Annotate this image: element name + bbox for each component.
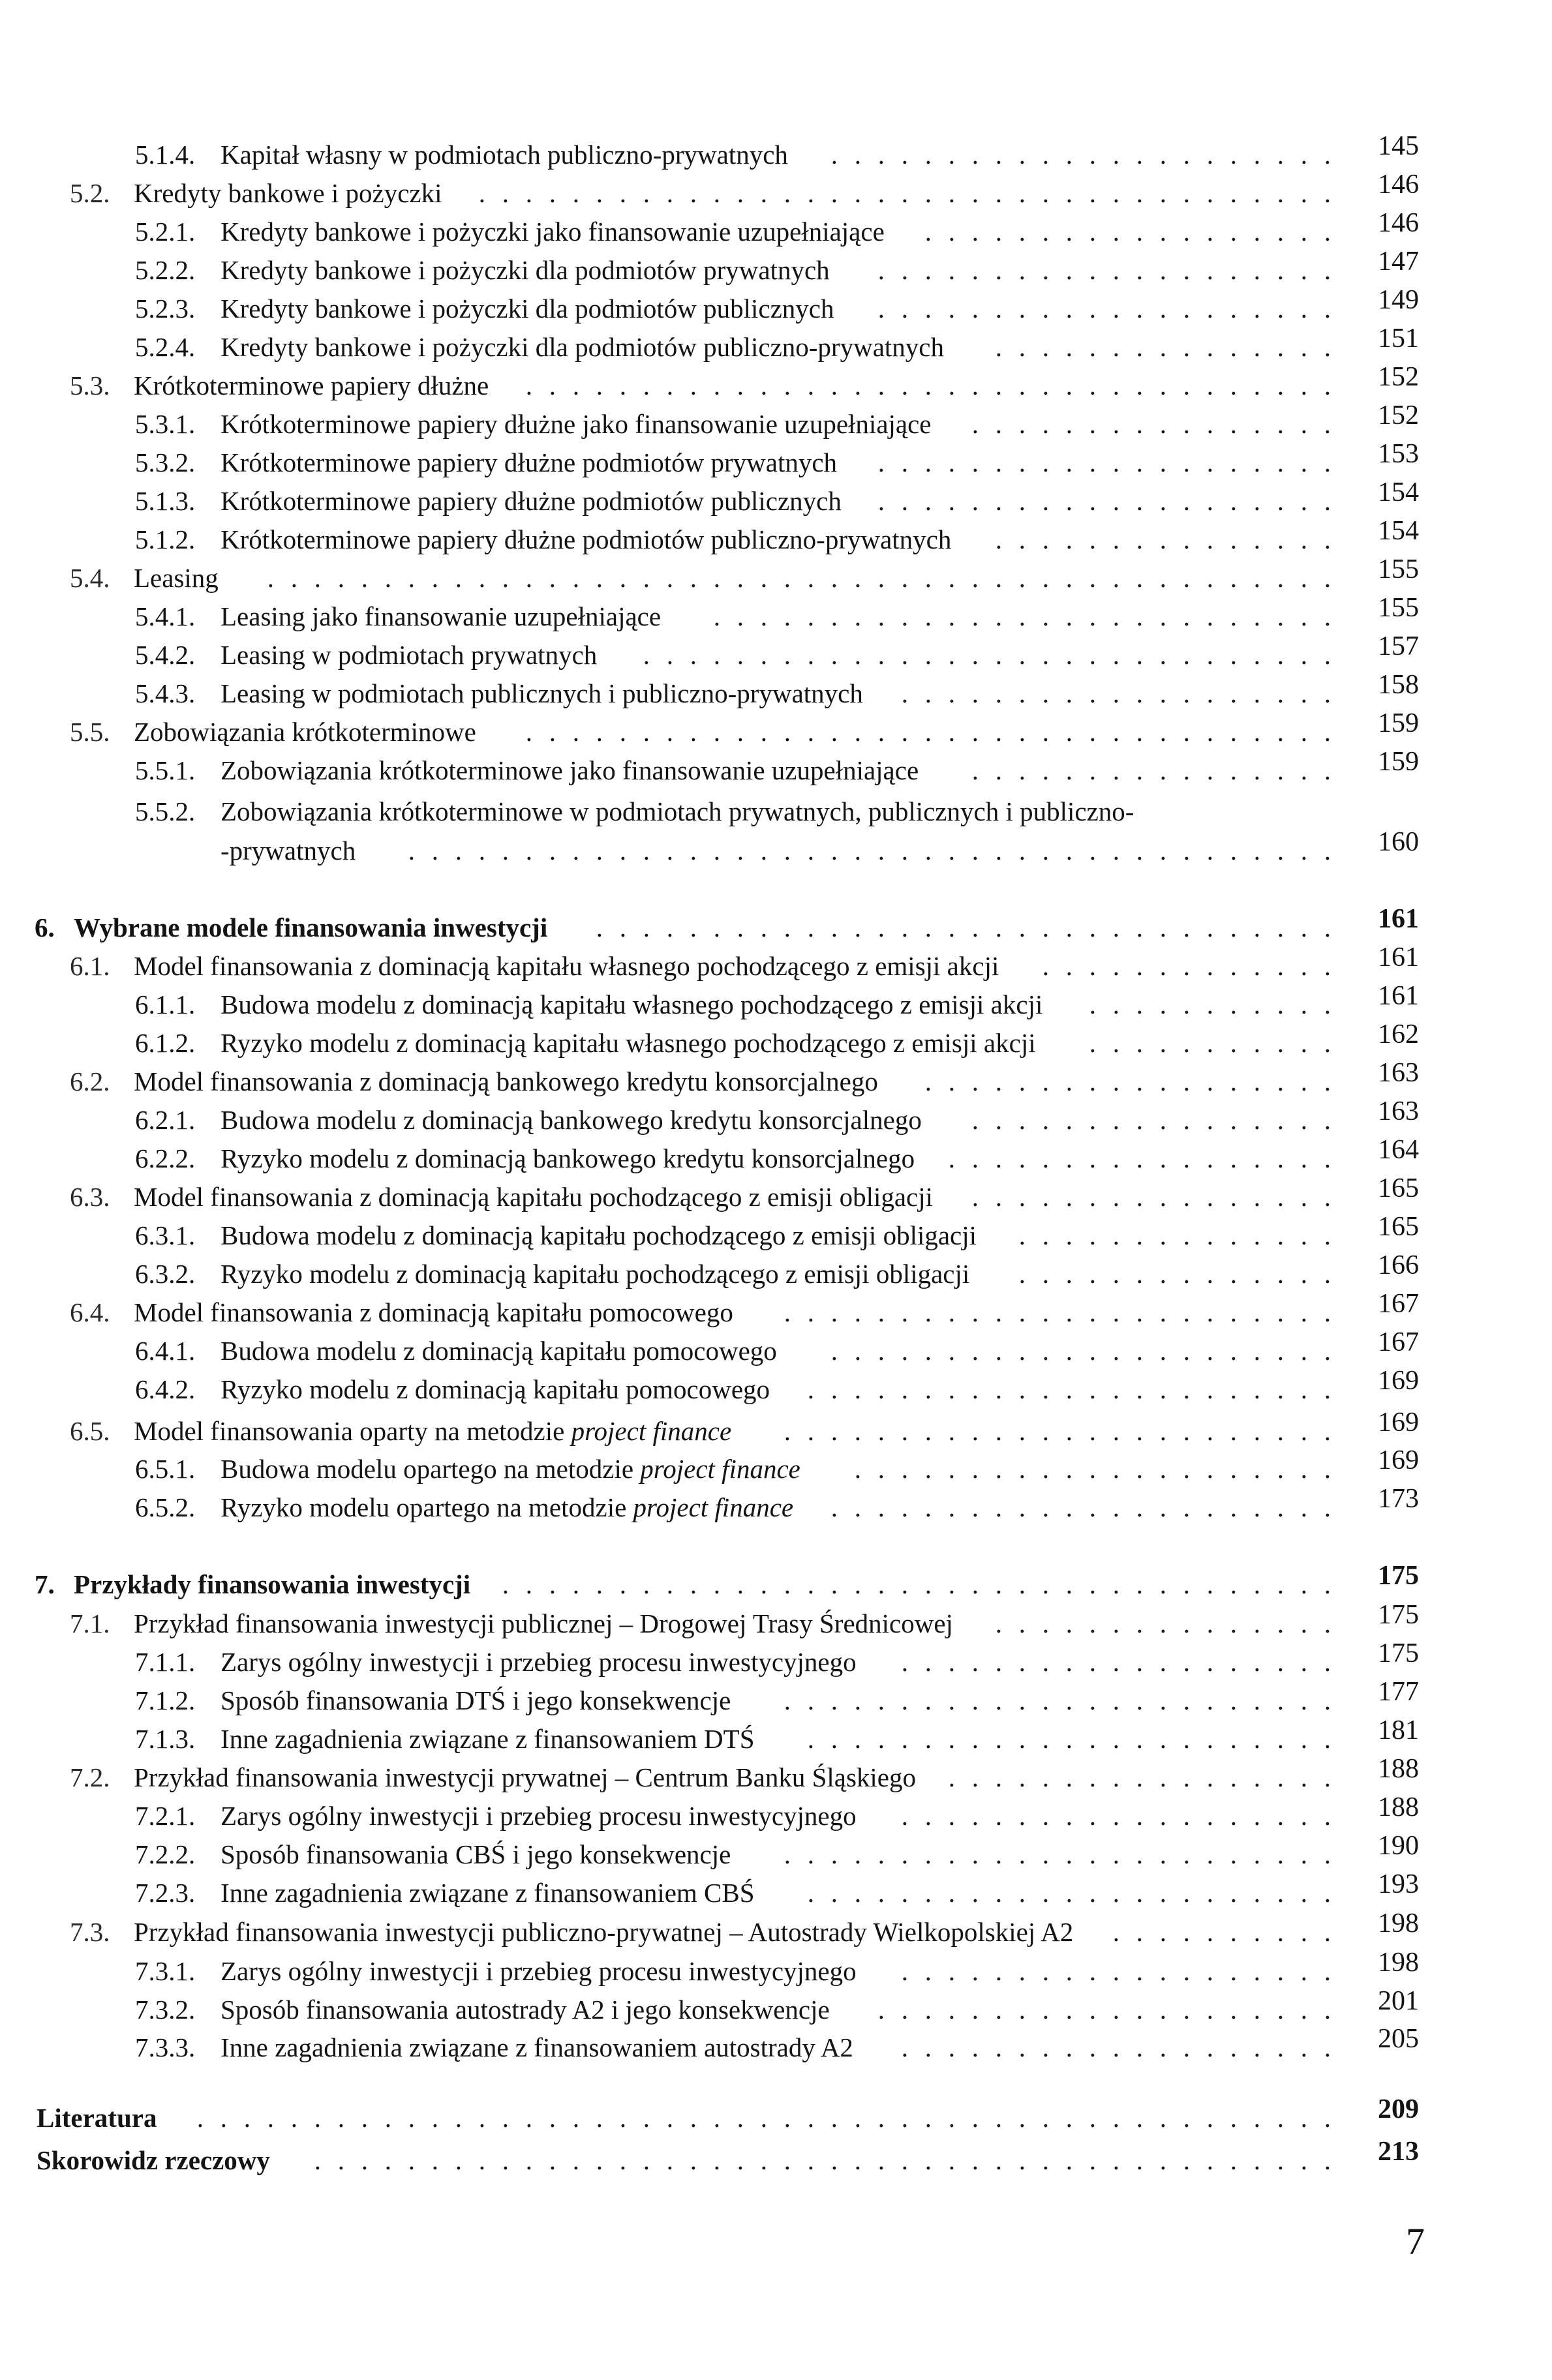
toc-entry-title bbox=[134, 1062, 878, 1101]
toc-entry-page-number: 188 bbox=[1378, 1792, 1419, 1822]
toc-entry-title bbox=[221, 1951, 857, 1991]
toc-entry-page-number: 154 bbox=[1378, 477, 1419, 507]
toc-entry-page-number: 163 bbox=[1378, 1058, 1419, 1088]
toc-entry[interactable] bbox=[0, 170, 1552, 213]
dot-leader: ........... bbox=[1089, 1028, 1331, 1058]
toc-entry-title-text: -prywatnych bbox=[221, 836, 356, 866]
toc-entry-number: 7.3. bbox=[70, 1917, 110, 1947]
toc-entry[interactable] bbox=[0, 981, 1552, 1024]
dot-leader: .................... bbox=[877, 486, 1331, 516]
toc-entry-page-number: 213 bbox=[1378, 2137, 1419, 2167]
toc-entry-title-text: Zobowiązania krótkoterminowe w podmiotach prywatnych, publicznych i publiczno- bbox=[221, 796, 1134, 826]
toc-entry-page-number: 173 bbox=[1378, 1484, 1419, 1514]
dot-leader: ........................... bbox=[713, 601, 1331, 631]
toc-entry-page-number: 209 bbox=[1378, 2094, 1419, 2124]
toc-entry-title bbox=[221, 1990, 830, 2029]
toc-entry-title bbox=[134, 1758, 916, 1797]
toc-entry-number: 5.5.2. bbox=[135, 796, 196, 826]
toc-entry-title-text: Leasing bbox=[134, 563, 219, 593]
toc-entry-title-text: Sposób finansowania DTŚ i jego konsekwencje bbox=[221, 1685, 731, 1715]
toc-entry-page-number: 175 bbox=[1378, 1561, 1419, 1591]
toc-entry-number: 5.3.1. bbox=[135, 409, 196, 439]
toc-entry[interactable] bbox=[0, 1715, 1552, 1758]
toc-entry-number: 7. bbox=[35, 1569, 55, 1599]
toc-entry-number: 6.4.1. bbox=[135, 1336, 196, 1366]
toc-entry-title-text: Leasing w podmiotach prywatnych bbox=[221, 640, 598, 670]
toc-entry[interactable] bbox=[0, 1948, 1552, 1991]
toc-entry-page-number: 146 bbox=[1378, 208, 1419, 238]
toc-entry[interactable] bbox=[0, 208, 1552, 251]
toc-entry[interactable] bbox=[0, 247, 1552, 290]
dot-leader: ....................... bbox=[807, 1374, 1331, 1404]
toc-entry[interactable] bbox=[0, 792, 1552, 831]
dot-leader: .......... bbox=[1112, 1917, 1331, 1947]
toc-entry-title bbox=[221, 404, 932, 444]
dot-leader: ................................... bbox=[525, 717, 1331, 747]
toc-entry-number: 6.5. bbox=[70, 1416, 110, 1446]
toc-entry-number: 6.5.1. bbox=[135, 1454, 196, 1484]
toc-entry-page-number: 155 bbox=[1378, 593, 1419, 623]
toc-entry-number: 6.3.1. bbox=[135, 1220, 196, 1250]
toc-entry-title bbox=[221, 520, 951, 559]
toc-entry-title-text: Ryzyko modelu z dominacją kapitału pomocowego bbox=[221, 1374, 770, 1404]
toc-entry-title-text: Budowa modelu z dominacją bankowego kredytu konsorcjalnego bbox=[221, 1105, 922, 1135]
toc-entry-page-number: 177 bbox=[1378, 1677, 1419, 1707]
toc-entry-title bbox=[221, 792, 1134, 831]
toc-entry-number: 5.4.3. bbox=[135, 678, 196, 708]
dot-leader: .................... bbox=[877, 255, 1331, 285]
toc-entry[interactable] bbox=[0, 631, 1552, 674]
toc-entry[interactable] bbox=[0, 1754, 1552, 1797]
toc-entry-page-number: 201 bbox=[1378, 1986, 1419, 2016]
toc-entry-number: 5.5.1. bbox=[135, 755, 196, 785]
toc-entry-page-number: 175 bbox=[1378, 1638, 1419, 1668]
toc-entry-number: 7.3.1. bbox=[135, 1956, 196, 1986]
toc-entry-title-text: Kredyty bankowe i pożyczki jako finansowanie uzupełniające bbox=[221, 217, 885, 247]
toc-entry-title-text: Budowa modelu opartego na metodzie bbox=[221, 1454, 641, 1484]
toc-entry-number: 7.2.3. bbox=[135, 1878, 196, 1908]
dot-leader: ............................................ bbox=[314, 2145, 1331, 2175]
dot-leader: ................. bbox=[948, 1762, 1331, 1792]
dot-leader: ........................ bbox=[784, 1416, 1331, 1446]
toc-entry-title bbox=[134, 1411, 731, 1451]
dot-leader: ............... bbox=[995, 1608, 1331, 1638]
toc-entry-page-number: 181 bbox=[1378, 1715, 1419, 1745]
toc-entry-page-number: 165 bbox=[1378, 1173, 1419, 1203]
dot-leader: ..................................... bbox=[478, 178, 1331, 208]
toc-entry-title-text: Zarys ogólny inwestycji i przebieg procesu inwestycyjnego bbox=[221, 1801, 857, 1831]
toc-entry-title-text: Przykład finansowania inwestycji prywatnej – Centrum Banku Śląskiego bbox=[134, 1762, 917, 1792]
toc-entry[interactable] bbox=[0, 1638, 1552, 1681]
dot-leader: ............. bbox=[1042, 951, 1331, 981]
toc-entry[interactable] bbox=[0, 2094, 1552, 2137]
toc-entry-title-text: Ryzyko modelu opartego na metodzie bbox=[221, 1492, 633, 1522]
toc-entry-page-number: 153 bbox=[1378, 439, 1419, 469]
dot-leader: ....................... bbox=[807, 1878, 1331, 1908]
toc-entry-number: 6.3.2. bbox=[135, 1259, 196, 1289]
toc-entry-page-number: 169 bbox=[1378, 1408, 1419, 1438]
toc-entry-title bbox=[134, 1604, 953, 1643]
toc-entry-title bbox=[221, 1139, 915, 1178]
toc-entry[interactable] bbox=[0, 1135, 1552, 1178]
toc-entry-title-text: Sposób finansowania CBŚ i jego konsekwencje bbox=[221, 1839, 731, 1869]
toc-entry-number: 7.3.3. bbox=[135, 2032, 196, 2062]
toc-entry-page-number: 154 bbox=[1378, 516, 1419, 546]
toc-entry-title-text: Przykład finansowania inwestycji publicznej – Drogowej Trasy Średnicowej bbox=[134, 1608, 953, 1638]
dot-leader: ........................................ bbox=[408, 836, 1331, 866]
toc-entry-title bbox=[221, 1719, 755, 1758]
toc-entry-title bbox=[134, 1912, 1073, 1951]
toc-entry[interactable] bbox=[0, 1019, 1552, 1062]
toc-entry-title-text: Budowa modelu z dominacją kapitału własnego pochodzącego z emisji akcji bbox=[221, 989, 1043, 1019]
toc-entry-title bbox=[221, 2028, 853, 2067]
toc-entry-title-text: Inne zagadnienia związane z finansowaniem DTŚ bbox=[221, 1724, 755, 1754]
toc-entry-title bbox=[134, 558, 219, 597]
toc-entry-title bbox=[74, 908, 547, 947]
toc-entry-number: 5.2.2. bbox=[135, 255, 196, 285]
toc-entry-page-number: 155 bbox=[1378, 554, 1419, 584]
toc-entry-page-number: 159 bbox=[1378, 747, 1419, 777]
toc-entry-number: 5.2.1. bbox=[135, 217, 196, 247]
toc-entry-title-text: Krótkoterminowe papiery dłużne podmiotów prywatnych bbox=[221, 447, 838, 477]
toc-entry-title bbox=[221, 674, 863, 713]
toc-entry-number: 6.1.2. bbox=[135, 1028, 196, 1058]
toc-entry-number: 6.1.1. bbox=[135, 989, 196, 1019]
toc-entry-title bbox=[221, 1488, 793, 1527]
toc-entry-number: 6.2.1. bbox=[135, 1105, 196, 1135]
toc-entry-page-number: 152 bbox=[1378, 362, 1419, 392]
toc-entry-number: 5.4.1. bbox=[135, 601, 196, 631]
toc-entry[interactable] bbox=[0, 554, 1552, 597]
toc-entry[interactable] bbox=[0, 1600, 1552, 1643]
toc-entry-number: 5.4.2. bbox=[135, 640, 196, 670]
toc-entry-title-text: Ryzyko modelu z dominacją kapitału własnego pochodzącego z emisji akcji bbox=[221, 1028, 1036, 1058]
toc-entry-title bbox=[221, 1796, 857, 1835]
toc-entry-title bbox=[221, 1642, 857, 1681]
toc-entry-title-text: Model finansowania z dominacją kapitału własnego pochodzącego z emisji akcji bbox=[134, 951, 999, 981]
toc-entry-number: 5.3. bbox=[70, 370, 110, 400]
toc-entry-page-number: 161 bbox=[1378, 942, 1419, 972]
toc-entry-title-text: Leasing jako finansowanie uzupełniające bbox=[221, 601, 662, 631]
toc-entry-title-text: Krótkoterminowe papiery dłużne jako finansowanie uzupełniające bbox=[221, 409, 932, 439]
toc-entry-title-text: Przykład finansowania inwestycji publiczno-prywatnej – Autostrady Wielkopolskiej A2 bbox=[134, 1917, 1074, 1947]
toc-entry-page-number: 169 bbox=[1378, 1445, 1419, 1475]
toc-entry-number: 6.3. bbox=[70, 1182, 110, 1212]
toc-entry-title-text: Inne zagadnienia związane z finansowaniem autostrady A2 bbox=[221, 2032, 853, 2062]
toc-entry[interactable] bbox=[0, 904, 1552, 947]
dot-leader: .............. bbox=[1018, 1259, 1331, 1289]
dot-leader: .................... bbox=[877, 294, 1331, 324]
toc-entry[interactable] bbox=[0, 827, 1552, 870]
toc-entry-title bbox=[221, 1216, 977, 1255]
toc-entry-title bbox=[134, 1177, 933, 1216]
toc-entry-title bbox=[221, 1254, 969, 1293]
toc-entry[interactable] bbox=[0, 1986, 1552, 2029]
toc-entry-title bbox=[134, 712, 476, 751]
toc-entry-page-number: 188 bbox=[1378, 1754, 1419, 1784]
toc-entry-title bbox=[221, 635, 597, 674]
toc-entry-title-text: Kredyty bankowe i pożyczki bbox=[134, 178, 442, 208]
toc-entry[interactable] bbox=[0, 1561, 1552, 1604]
toc-entry-title-italic: project finance bbox=[640, 1454, 800, 1484]
toc-entry-title-text: Model finansowania z dominacją kapitału pochodzącego z emisji obligacji bbox=[134, 1182, 934, 1212]
toc-entry-title-text: Wybrane modele finansowania inwestycji bbox=[74, 912, 548, 942]
toc-entry-title bbox=[134, 1293, 733, 1332]
dot-leader: ................................ bbox=[596, 912, 1331, 942]
toc-entry-number: 5.2. bbox=[70, 178, 110, 208]
toc-entry[interactable] bbox=[0, 2024, 1552, 2067]
toc-entry[interactable] bbox=[0, 1869, 1552, 1912]
toc-entry-number: 7.3.2. bbox=[135, 1995, 196, 2025]
toc-entry-page-number: 152 bbox=[1378, 400, 1419, 430]
toc-entry[interactable] bbox=[0, 670, 1552, 713]
toc-entry[interactable] bbox=[0, 1792, 1552, 1835]
dot-leader: .................................... bbox=[502, 1569, 1331, 1599]
toc-entry-title-text: Model finansowania oparty na metodzie bbox=[134, 1416, 571, 1446]
dot-leader: ................... bbox=[901, 1956, 1331, 1986]
toc-entry[interactable] bbox=[0, 1366, 1552, 1409]
dot-leader: ................... bbox=[901, 678, 1331, 708]
toc-entry-number: 7.1.1. bbox=[135, 1647, 196, 1677]
toc-entry[interactable] bbox=[0, 1677, 1552, 1720]
toc-entry-title bbox=[74, 1565, 470, 1604]
toc-entry-title-text: Zarys ogólny inwestycji i przebieg procesu inwestycyjnego bbox=[221, 1647, 857, 1677]
toc-entry-number: 5.1.4. bbox=[135, 140, 196, 170]
toc-entry[interactable] bbox=[0, 747, 1552, 790]
dot-leader: ............... bbox=[995, 524, 1331, 554]
dot-leader: ................. bbox=[948, 1143, 1331, 1173]
dot-leader: ...................... bbox=[830, 1336, 1331, 1366]
toc-entry-page-number: 147 bbox=[1378, 247, 1419, 277]
toc-entry-number: 7.1.2. bbox=[135, 1685, 196, 1715]
toc-entry-title-text: Literatura bbox=[37, 2103, 157, 2133]
toc-entry-title-italic: project finance bbox=[571, 1416, 732, 1446]
page-folio-number: 7 bbox=[1406, 2220, 1425, 2263]
toc-entry-page-number: 167 bbox=[1378, 1327, 1419, 1357]
dot-leader: ................ bbox=[971, 755, 1331, 785]
toc-entry-page-number: 164 bbox=[1378, 1135, 1419, 1165]
toc-entry-number: 7.2.2. bbox=[135, 1839, 196, 1869]
toc-entry-title-text: Model finansowania z dominacją bankowego kredytu konsorcjalnego bbox=[134, 1066, 878, 1096]
dot-leader: ........................ bbox=[784, 1297, 1331, 1327]
dot-leader: ............... bbox=[995, 332, 1331, 362]
toc-entry-page-number: 169 bbox=[1378, 1366, 1419, 1396]
toc-entry[interactable] bbox=[0, 1408, 1552, 1451]
toc-entry-page-number: 175 bbox=[1378, 1600, 1419, 1630]
toc-entry-number: 7.1.3. bbox=[135, 1724, 196, 1754]
toc-entry-title-text: Kredyty bankowe i pożyczki dla podmiotów publiczno-prywatnych bbox=[221, 332, 944, 362]
toc-entry-title-text: Kredyty bankowe i pożyczki dla podmiotów prywatnych bbox=[221, 255, 830, 285]
dot-leader: .................. bbox=[924, 217, 1331, 247]
dot-leader: ................................... bbox=[525, 370, 1331, 400]
toc-entry[interactable] bbox=[0, 1831, 1552, 1874]
toc-entry[interactable] bbox=[0, 942, 1552, 986]
toc-entry[interactable] bbox=[0, 285, 1552, 328]
toc-entry-title bbox=[221, 597, 661, 636]
toc-entry-title bbox=[221, 1681, 731, 1720]
toc-entry[interactable] bbox=[0, 1908, 1552, 1951]
toc-entry-page-number: 166 bbox=[1378, 1250, 1419, 1280]
dot-leader: .............................................. bbox=[267, 563, 1331, 593]
toc-entry-title bbox=[221, 135, 788, 174]
toc-entry[interactable] bbox=[0, 2137, 1552, 2180]
toc-entry[interactable] bbox=[0, 1327, 1552, 1370]
toc-entry-page-number: 205 bbox=[1378, 2024, 1419, 2054]
dot-leader: ..................... bbox=[854, 1454, 1331, 1484]
toc-entry-title-text: Zobowiązania krótkoterminowe bbox=[134, 717, 476, 747]
toc-entry[interactable] bbox=[0, 593, 1552, 636]
dot-leader: ................... bbox=[901, 1647, 1331, 1677]
toc-entry-title-text: Sposób finansowania autostrady A2 i jego konsekwencje bbox=[221, 1995, 830, 2025]
toc-entry-page-number: 157 bbox=[1378, 631, 1419, 661]
toc-entry-number: 6.5.2. bbox=[135, 1492, 196, 1522]
dot-leader: ................... bbox=[901, 1801, 1331, 1831]
toc-entry-title-text: Model finansowania z dominacją kapitału pomocowego bbox=[134, 1297, 733, 1327]
toc-entry-page-number: 161 bbox=[1378, 981, 1419, 1011]
toc-entry-title bbox=[221, 1331, 777, 1370]
toc-entry-title bbox=[221, 1449, 800, 1488]
toc-entry-page-number: 163 bbox=[1378, 1096, 1419, 1126]
toc-entry[interactable] bbox=[0, 1058, 1552, 1101]
toc-entry-number: 7.1. bbox=[70, 1608, 110, 1638]
toc-entry[interactable] bbox=[0, 477, 1552, 520]
toc-entry-title bbox=[221, 212, 885, 251]
toc-entry-title-text: Krótkoterminowe papiery dłużne podmiotów publicznych bbox=[221, 486, 842, 516]
dot-leader: ...................... bbox=[830, 1492, 1331, 1522]
toc-entry[interactable] bbox=[0, 708, 1552, 751]
toc-entry-title-text: Zobowiązania krótkoterminowe jako finansowanie uzupełniające bbox=[221, 755, 919, 785]
dot-leader: .............. bbox=[1018, 1220, 1331, 1250]
toc-entry-title-text: Zarys ogólny inwestycji i przebieg procesu inwestycyjnego bbox=[221, 1956, 857, 1986]
toc-entry-page-number: 198 bbox=[1378, 1908, 1419, 1938]
toc-entry-title-text: Ryzyko modelu z dominacją kapitału pochodzącego z emisji obligacji bbox=[221, 1259, 970, 1289]
toc-entry-page-number: 193 bbox=[1378, 1869, 1419, 1899]
toc-entry-title bbox=[221, 481, 842, 520]
dot-leader: ................ bbox=[971, 1105, 1331, 1135]
toc-entry-number: 5.4. bbox=[70, 563, 110, 593]
toc-entry-title bbox=[221, 327, 944, 367]
toc-entry-title bbox=[221, 289, 834, 328]
toc-entry-number: 6.2. bbox=[70, 1066, 110, 1096]
toc-entry-page-number: 161 bbox=[1378, 904, 1419, 934]
toc-entry-title-italic: project finance bbox=[633, 1492, 794, 1522]
toc-entry-title bbox=[134, 173, 442, 213]
toc-entry-title-text: Budowa modelu z dominacją kapitału pochodzącego z emisji obligacji bbox=[221, 1220, 977, 1250]
toc-entry-title-text: Krótkoterminowe papiery dłużne bbox=[134, 370, 489, 400]
toc-entry[interactable] bbox=[0, 324, 1552, 367]
dot-leader: ................ bbox=[971, 1182, 1331, 1212]
toc-entry-number: 6.4.2. bbox=[135, 1374, 196, 1404]
toc-entry-title bbox=[221, 985, 1042, 1024]
toc-entry-title bbox=[37, 2141, 270, 2180]
toc-entry-number: 6.2.2. bbox=[135, 1143, 196, 1173]
dot-leader: .................... bbox=[877, 1995, 1331, 2025]
toc-entry-title-text: Kredyty bankowe i pożyczki dla podmiotów publicznych bbox=[221, 294, 834, 324]
dot-leader: .............................. bbox=[643, 640, 1331, 670]
toc-entry[interactable] bbox=[0, 1212, 1552, 1255]
toc-entry-number: 6.1. bbox=[70, 951, 110, 981]
toc-entry-title-text: Kapitał własny w podmiotach publiczno-prywatnych bbox=[221, 140, 788, 170]
dot-leader: ........................ bbox=[784, 1685, 1331, 1715]
toc-entry-page-number: 158 bbox=[1378, 670, 1419, 700]
toc-entry[interactable] bbox=[0, 1445, 1552, 1488]
toc-entry-number: 5.5. bbox=[70, 717, 110, 747]
toc-entry-number: 7.2.1. bbox=[135, 1801, 196, 1831]
toc-entry-page-number: 145 bbox=[1378, 131, 1419, 161]
toc-entry-page-number: 151 bbox=[1378, 324, 1419, 354]
toc-entry-title bbox=[221, 443, 837, 482]
toc-entry-title bbox=[221, 831, 356, 870]
toc-entry-page-number: 190 bbox=[1378, 1831, 1419, 1861]
toc-entry-page-number: 165 bbox=[1378, 1212, 1419, 1242]
toc-entry[interactable] bbox=[0, 400, 1552, 444]
toc-entry-title bbox=[221, 1023, 1036, 1062]
toc-entry[interactable] bbox=[0, 1289, 1552, 1332]
toc-entry[interactable] bbox=[0, 1250, 1552, 1293]
toc-entry-page-number: 162 bbox=[1378, 1019, 1419, 1049]
toc-entry[interactable] bbox=[0, 1484, 1552, 1527]
toc-entry-title bbox=[221, 1873, 755, 1912]
toc-entry-number: 7.2. bbox=[70, 1762, 110, 1792]
dot-leader: ................ bbox=[971, 409, 1331, 439]
toc-entry[interactable] bbox=[0, 362, 1552, 405]
toc-entry[interactable] bbox=[0, 1173, 1552, 1216]
toc-entry-title-text: Budowa modelu z dominacją kapitału pomocowego bbox=[221, 1336, 777, 1366]
dot-leader: ........................ bbox=[784, 1839, 1331, 1869]
toc-entry-number: 6.4. bbox=[70, 1297, 110, 1327]
toc-entry[interactable] bbox=[0, 131, 1552, 174]
toc-entry-title-text: Przykłady finansowania inwestycji bbox=[74, 1569, 471, 1599]
toc-entry-page-number: 160 bbox=[1378, 827, 1419, 857]
toc-entry-number: 5.2.4. bbox=[135, 332, 196, 362]
toc-entry-number: 5.3.2. bbox=[135, 447, 196, 477]
toc-entry-title-text: Ryzyko modelu z dominacją bankowego kredytu konsorcjalnego bbox=[221, 1143, 915, 1173]
toc-entry-title-text: Leasing w podmiotach publicznych i publiczno-prywatnych bbox=[221, 678, 863, 708]
toc-entry-title bbox=[221, 1100, 922, 1139]
dot-leader: .................. bbox=[924, 1066, 1331, 1096]
toc-entry-title-text: Krótkoterminowe papiery dłużne podmiotów publiczno-prywatnych bbox=[221, 524, 952, 554]
toc-entry-title bbox=[134, 946, 999, 986]
toc-entry[interactable] bbox=[0, 1096, 1552, 1139]
toc-entry-title-text: Skorowidz rzeczowy bbox=[37, 2145, 270, 2175]
toc-entry-number: 6. bbox=[35, 912, 55, 942]
dot-leader: .................... bbox=[877, 447, 1331, 477]
toc-entry-title-text: Inne zagadnienia związane z finansowaniem CBŚ bbox=[221, 1878, 755, 1908]
toc-entry-title bbox=[134, 366, 489, 405]
toc-entry-title bbox=[221, 751, 919, 790]
toc-entry-number: 5.2.3. bbox=[135, 294, 196, 324]
dot-leader: ....................... bbox=[807, 1724, 1331, 1754]
dot-leader: ........... bbox=[1089, 989, 1331, 1019]
toc-entry-page-number: 198 bbox=[1378, 1948, 1419, 1978]
toc-entry-title bbox=[37, 2098, 157, 2137]
toc-entry-title bbox=[221, 1835, 731, 1874]
dot-leader: ................... bbox=[901, 2032, 1331, 2062]
toc-entry[interactable] bbox=[0, 439, 1552, 482]
toc-entry-number: 5.1.3. bbox=[135, 486, 196, 516]
toc-entry-title bbox=[221, 250, 830, 290]
toc-entry-number: 5.1.2. bbox=[135, 524, 196, 554]
toc-entry-page-number: 146 bbox=[1378, 170, 1419, 200]
toc-entry-page-number: 167 bbox=[1378, 1289, 1419, 1319]
toc-entry[interactable] bbox=[0, 516, 1552, 559]
dot-leader: ................................................. bbox=[196, 2103, 1331, 2133]
toc-entry-page-number: 149 bbox=[1378, 285, 1419, 315]
dot-leader: ...................... bbox=[830, 140, 1331, 170]
toc-entry-page-number: 159 bbox=[1378, 708, 1419, 738]
toc-entry-title bbox=[221, 1370, 770, 1409]
